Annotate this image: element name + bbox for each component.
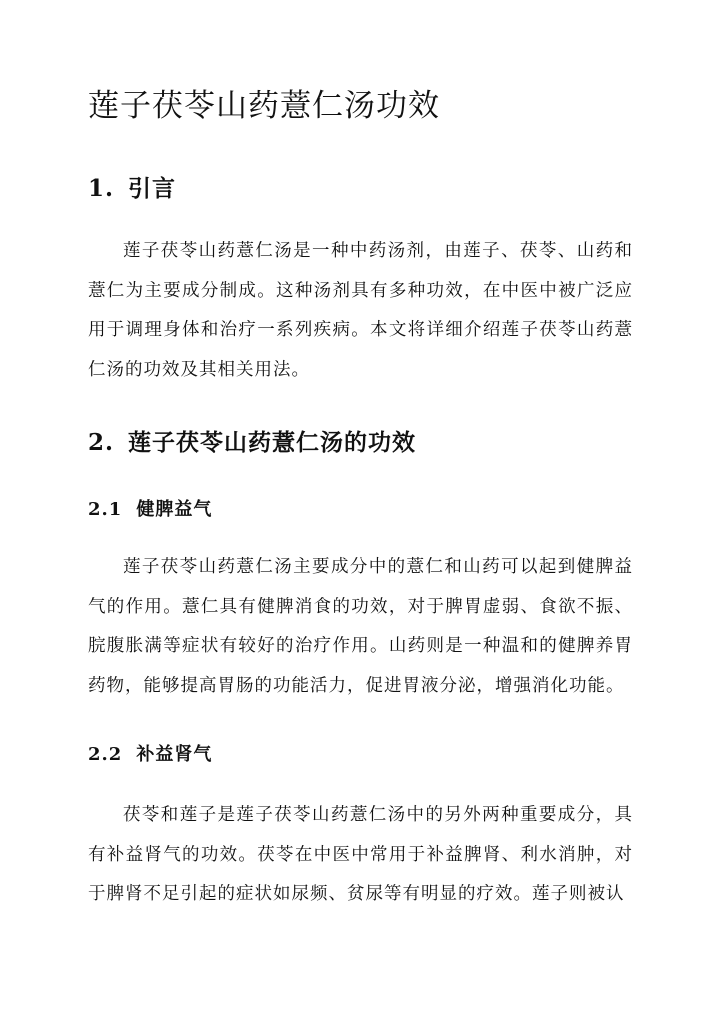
section-title: 引言: [128, 175, 177, 202]
section-heading-efficacy: [88, 428, 416, 458]
subsection-title: 健脾益气: [136, 499, 213, 520]
document-title: 莲子茯苓山药薏仁汤功效: [88, 88, 440, 124]
subsection-heading-spleen: [88, 497, 212, 523]
section-heading-introduction: [88, 174, 176, 204]
intro-paragraph: 莲子茯苓山药薏仁汤是一种中药汤剂，由莲子、茯苓、山药和薏仁为主要成分制成。这种汤剂具有多种功效，在中医中被广泛应用于调理身体和治疗一系列疾病。本文将详细介绍莲子茯苓山药薏仁汤的功效及其相关用法。: [88, 241, 633, 380]
section-number: 2.: [88, 429, 115, 456]
section-title: 莲子茯苓山药薏仁汤的功效: [128, 429, 417, 456]
subsection-title: 补益肾气: [136, 744, 213, 765]
section-number: 1.: [88, 175, 115, 202]
spleen-paragraph: 莲子茯苓山药薏仁汤主要成分中的薏仁和山药可以起到健脾益气的作用。薏仁具有健脾消食的功效，对于脾胃虚弱、食欲不振、脘腹胀满等症状有较好的治疗作用。山药则是一种温和的健脾养胃药物，能够提高胃肠的功能活力，促进胃液分泌，增强消化功能。: [88, 557, 633, 696]
kidney-paragraph: 茯苓和莲子是莲子茯苓山药薏仁汤中的另外两种重要成分，具有补益肾气的功效。茯苓在中医中常用于补益脾肾、利水消肿，对于脾肾不足引起的症状如尿频、贫尿等有明显的疗效。莲子则被认: [88, 805, 633, 904]
subsection-number: 2.2: [88, 744, 123, 765]
subsection-number: 2.1: [88, 499, 123, 520]
subsection-heading-kidney: [88, 742, 212, 768]
